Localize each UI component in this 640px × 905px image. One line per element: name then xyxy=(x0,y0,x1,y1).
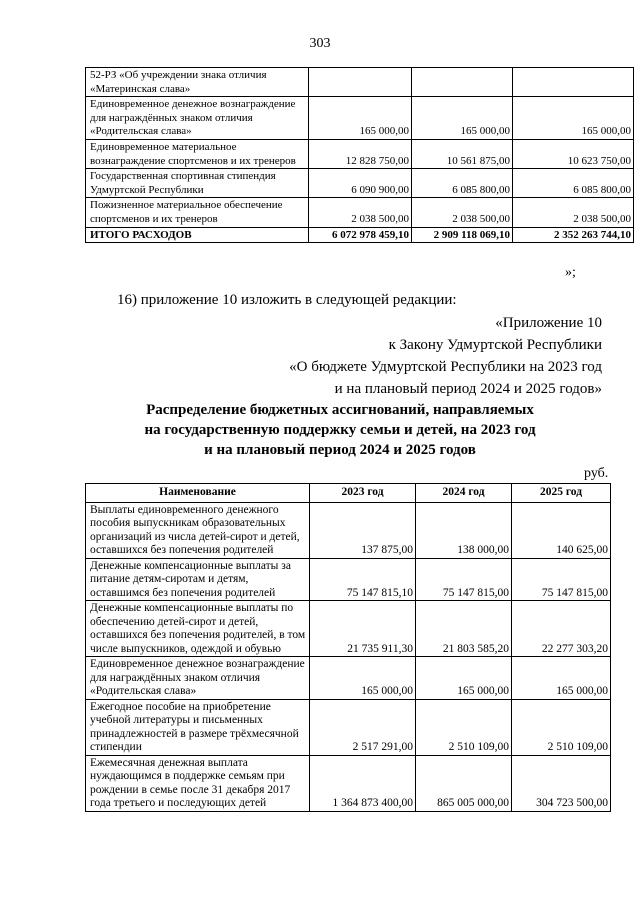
value-2023-cell: 1 364 873 400,00 xyxy=(310,755,416,811)
row-name-cell: Денежные компенсационные выплаты за питание детям-сиротам и детям, оставшимся без попечения родителей xyxy=(86,558,310,601)
value-2023-cell: 12 828 750,00 xyxy=(309,139,412,168)
value-2024-cell: 165 000,00 xyxy=(416,657,512,700)
value-2025-cell: 2 038 500,00 xyxy=(513,198,634,227)
family-support-table-body xyxy=(86,502,611,811)
value-2025-cell: 75 147 815,00 xyxy=(512,558,611,601)
appendix-line-1: «Приложение 10 xyxy=(495,315,602,331)
total-label: ИТОГО РАСХОДОВ xyxy=(86,227,309,243)
value-2023-cell: 165 000,00 xyxy=(310,657,416,700)
value-2024-cell: 865 005 000,00 xyxy=(416,755,512,811)
value-2025-cell xyxy=(513,68,634,97)
row-name-cell: Единовременное материальное вознаграждение спортсменов и их тренеров xyxy=(86,139,309,168)
row-name-cell: Государственная спортивная стипендия Удмуртской Республики xyxy=(86,169,309,198)
value-2025-cell: 165 000,00 xyxy=(513,97,634,140)
table-row xyxy=(86,139,634,168)
table-row xyxy=(86,68,634,97)
heading-line-3: и на плановый период 2024 и 2025 годов xyxy=(204,442,476,458)
family-support-table xyxy=(85,483,611,812)
row-name-cell: Единовременное денежное вознаграждение для награждённых знаком отличия «Родительская слава» xyxy=(86,657,310,700)
value-2024-cell: 10 561 875,00 xyxy=(412,139,513,168)
appendix-line-4: и на плановый период 2024 и 2025 годов» xyxy=(334,381,602,397)
expenses-table-continuation xyxy=(85,67,634,243)
value-2025-cell: 10 623 750,00 xyxy=(513,139,634,168)
row-name-cell: Единовременное денежное вознаграждение для награждённых знаком отличия «Родительская слава» xyxy=(86,97,309,140)
table-row xyxy=(86,198,634,227)
value-2024-cell: 21 803 585,20 xyxy=(416,601,512,657)
value-2023-cell: 75 147 815,10 xyxy=(310,558,416,601)
table-row xyxy=(86,558,611,601)
table-row xyxy=(86,169,634,198)
value-2023-cell: 6 090 900,00 xyxy=(309,169,412,198)
value-2024-cell: 6 085 800,00 xyxy=(412,169,513,198)
value-2024-cell: 2 510 109,00 xyxy=(416,699,512,755)
appendix-header xyxy=(289,312,602,400)
header-2023: 2023 год xyxy=(310,484,416,503)
value-2025-cell: 304 723 500,00 xyxy=(512,755,611,811)
row-name-cell: 52-РЗ «Об учреждении знака отличия «Материнская слава» xyxy=(86,68,309,97)
value-2023-cell: 21 735 911,30 xyxy=(310,601,416,657)
header-name: Наименование xyxy=(86,484,310,503)
total-2025: 2 352 263 744,10 xyxy=(513,227,634,243)
total-2023: 6 072 978 459,10 xyxy=(309,227,412,243)
row-name-cell: Ежегодное пособие на приобретение учебной литературы и письменных принадлежностей в размере трёхмесячной стипендии xyxy=(86,699,310,755)
value-2025-cell: 165 000,00 xyxy=(512,657,611,700)
value-2025-cell: 140 625,00 xyxy=(512,502,611,558)
value-2025-cell: 6 085 800,00 xyxy=(513,169,634,198)
heading-line-1: Распределение бюджетных ассигнований, направляемых xyxy=(146,402,534,418)
row-name-cell: Денежные компенсационные выплаты по обеспечению детей-сирот и детей, оставшихся без попечения родителей, в том числе выпускников, одеждой и обувью xyxy=(86,601,310,657)
table-row xyxy=(86,699,611,755)
row-name-cell: Ежемесячная денежная выплата нуждающимся в поддержке семьям при рождении в семье после 31 декабря 2017 года третьего и последующих детей xyxy=(86,755,310,811)
header-2024: 2024 год xyxy=(416,484,512,503)
value-2024-cell: 165 000,00 xyxy=(412,97,513,140)
expenses-table-body xyxy=(86,68,634,243)
closing-quote: »; xyxy=(565,265,576,280)
row-name-cell: Пожизненное материальное обеспечение спортсменов и их тренеров xyxy=(86,198,309,227)
total-row xyxy=(86,227,634,243)
heading-line-2: на государственную поддержку семьи и детей, на 2023 год xyxy=(144,422,536,438)
currency-unit: руб. xyxy=(584,466,609,481)
appendix-line-2: к Закону Удмуртской Республики xyxy=(388,337,602,353)
value-2023-cell: 2 517 291,00 xyxy=(310,699,416,755)
value-2024-cell xyxy=(412,68,513,97)
table-row xyxy=(86,97,634,140)
row-name-cell: Выплаты единовременного денежного пособия выпускникам образовательных организаций из числа детей-сирот и детей, оставшихся без попечения родителей xyxy=(86,502,310,558)
table-row xyxy=(86,657,611,700)
value-2024-cell: 2 038 500,00 xyxy=(412,198,513,227)
table-row xyxy=(86,601,611,657)
value-2025-cell: 2 510 109,00 xyxy=(512,699,611,755)
total-2024: 2 909 118 069,10 xyxy=(412,227,513,243)
value-2023-cell xyxy=(309,68,412,97)
table-row xyxy=(86,502,611,558)
table-header-row xyxy=(86,484,611,503)
value-2023-cell: 137 875,00 xyxy=(310,502,416,558)
table-row xyxy=(86,755,611,811)
value-2023-cell: 165 000,00 xyxy=(309,97,412,140)
value-2024-cell: 138 000,00 xyxy=(416,502,512,558)
amendment-instruction: 16) приложение 10 изложить в следующей редакции: xyxy=(117,292,457,308)
page-number: 303 xyxy=(309,36,331,51)
appendix-line-3: «О бюджете Удмуртской Республики на 2023 год xyxy=(289,359,602,375)
value-2024-cell: 75 147 815,00 xyxy=(416,558,512,601)
document-heading xyxy=(80,400,600,460)
header-2025: 2025 год xyxy=(512,484,611,503)
value-2025-cell: 22 277 303,20 xyxy=(512,601,611,657)
value-2023-cell: 2 038 500,00 xyxy=(309,198,412,227)
